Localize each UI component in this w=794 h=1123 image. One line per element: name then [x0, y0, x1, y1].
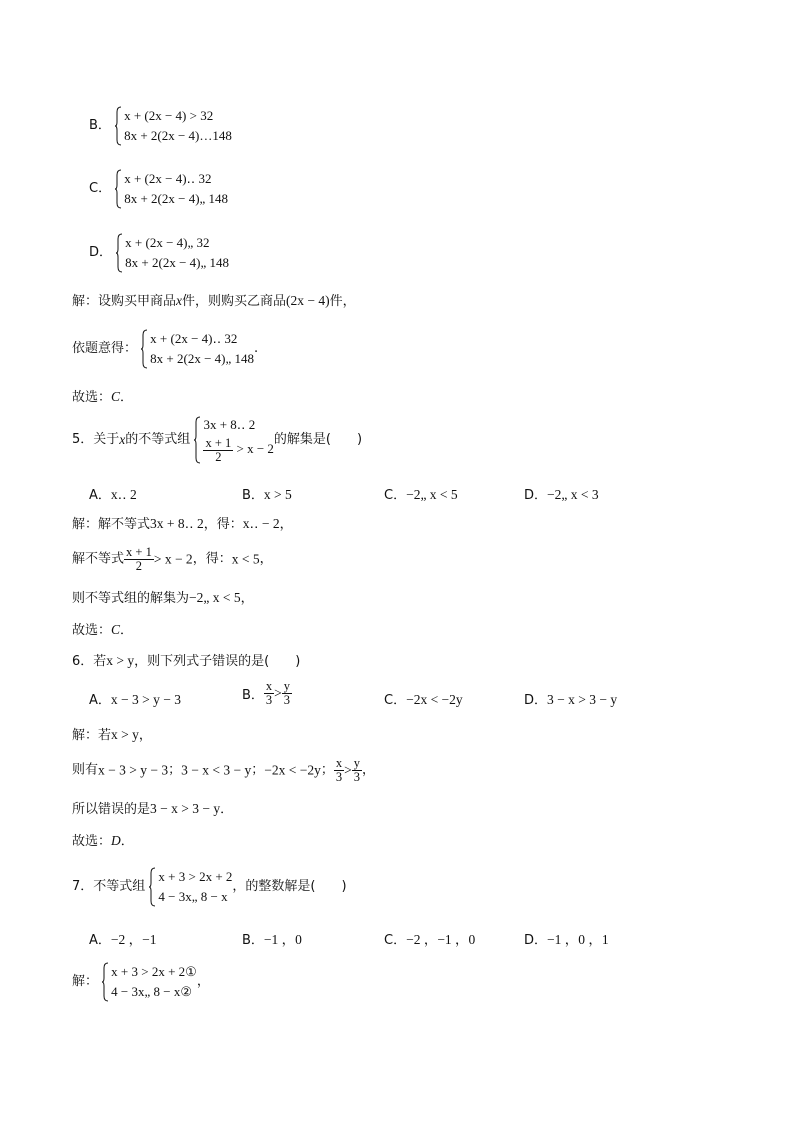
system-row: x + (2x − 4)„ 32	[125, 235, 210, 250]
q6-solution-line-2	[72, 757, 375, 784]
option-value: −1 ，0 ，1	[547, 932, 609, 947]
q7-option-b	[242, 928, 302, 948]
q4-answer	[72, 388, 133, 407]
text: 6．若	[72, 654, 107, 669]
text: ；	[251, 762, 265, 778]
option-label: D．	[524, 933, 548, 948]
option-value: −2„ x < 5	[406, 487, 458, 502]
option-value: −2x < −2y	[406, 692, 463, 707]
inequality-system	[102, 962, 197, 1002]
system-row: x + 3 > 2x + 2	[158, 869, 233, 884]
option-label: B．	[242, 688, 264, 703]
text: 所以错误的是	[72, 802, 151, 817]
text: ，	[196, 974, 210, 989]
inequality-system	[149, 867, 232, 907]
operator: >	[274, 685, 282, 701]
answer-choice: C	[111, 622, 121, 637]
q4-solution-line-2	[72, 329, 258, 369]
math: > x − 2	[153, 551, 193, 567]
q5-option-a	[89, 484, 137, 503]
option-value: x > 5	[263, 487, 292, 502]
q6-option-b	[242, 680, 292, 707]
text: ，则下列式子错误的是( )	[134, 654, 301, 669]
text: ，的整数解是( )	[232, 879, 347, 894]
option-label: C．	[89, 181, 112, 196]
fraction	[203, 437, 233, 464]
brace-icon	[194, 416, 201, 464]
text: 解：解不等式	[72, 517, 151, 532]
math: x < 5	[231, 551, 260, 567]
q5-solution-line-3	[72, 589, 254, 608]
brace-icon	[115, 169, 122, 209]
inequality-system	[115, 169, 228, 209]
system-row: x + 3 > 2x + 2①	[111, 964, 197, 979]
option-value: −2 ，−1	[110, 932, 157, 947]
brace-icon	[102, 962, 109, 1002]
system-row: x + (2x − 4) > 32	[124, 108, 214, 123]
text: 7．不等式组	[72, 879, 146, 894]
numerator: y	[283, 679, 291, 693]
text: ；	[168, 762, 182, 778]
answer-choice: C	[111, 389, 121, 404]
option-value: −2„ x < 3	[547, 487, 599, 502]
math: 3 − x < 3 − y	[181, 762, 252, 778]
text: .	[254, 341, 259, 356]
q6-option-a	[89, 689, 181, 708]
operator: >	[344, 762, 352, 778]
system-row: 4 − 3x„ 8 − x②	[111, 984, 192, 999]
fraction	[352, 757, 362, 784]
system-row: 8x + 2(2x − 4)…148	[124, 128, 232, 143]
brace-icon	[149, 867, 156, 907]
text: 解：若	[72, 728, 112, 743]
brace-icon	[141, 329, 148, 369]
q7-option-a	[89, 928, 157, 948]
system-row: 8x + 2(2x − 4)„ 148	[150, 351, 254, 366]
option-label: C．	[384, 488, 407, 503]
math: x	[119, 432, 126, 447]
q5-stem	[72, 416, 362, 464]
text: ，	[279, 517, 293, 532]
text: 解：	[72, 974, 99, 989]
brace-icon	[115, 106, 122, 146]
math: x	[176, 293, 183, 308]
math: > x − 2	[236, 441, 274, 456]
answer-choice: D	[111, 833, 121, 848]
math: x − 3 > y − 3	[98, 762, 169, 778]
q6-stem	[72, 652, 300, 671]
option-label: A．	[89, 488, 111, 503]
denominator: 2	[215, 449, 222, 464]
option-value: −2 ，−1 ，0	[406, 932, 476, 947]
q5-solution-line-1	[72, 515, 293, 534]
q6-answer	[72, 832, 134, 851]
inequality-system	[194, 416, 273, 464]
text: 依题意得：	[72, 341, 138, 356]
denominator: 3	[353, 770, 360, 784]
system-row: 8x + 2(2x − 4)„ 148	[125, 255, 229, 270]
text: ，得：	[203, 517, 243, 532]
option-label: A．	[89, 693, 111, 708]
q5-option-d	[524, 484, 599, 503]
text: 故选：	[72, 834, 112, 849]
math: 3x + 8‥ 2	[150, 516, 204, 531]
option-label: B．	[89, 118, 111, 133]
q6-option-c	[384, 689, 463, 708]
system-row: 3x + 8‥ 2	[203, 417, 256, 432]
inequality-system	[116, 233, 229, 273]
text: 件，则购买乙商品	[182, 294, 287, 309]
system-row: x + (2x − 4)‥ 32	[124, 171, 212, 186]
option-label: B．	[242, 933, 264, 948]
q7-option-c	[384, 928, 475, 948]
text: ，	[138, 728, 152, 743]
option-label: A．	[89, 933, 111, 948]
denominator: 3	[335, 770, 343, 784]
option-value: x‥ 2	[110, 487, 137, 502]
text: 则有	[72, 762, 99, 778]
q4-solution-line-1	[72, 292, 356, 311]
text: ，	[361, 762, 375, 778]
text: ，得：	[192, 551, 232, 567]
text: 件，	[329, 294, 356, 309]
math: 3 − x > 3 − y	[150, 801, 221, 816]
brace-icon	[116, 233, 123, 273]
math: −2x < −2y	[264, 762, 321, 778]
q5-option-c	[384, 484, 458, 503]
text: 解不等式	[72, 551, 125, 567]
text: ．	[120, 390, 134, 405]
text: 5．关于	[72, 432, 120, 447]
text: 则不等式组的解集为	[72, 591, 190, 606]
numerator: x + 1	[126, 545, 152, 559]
text: ．	[220, 802, 234, 817]
option-value: 3 − x > 3 − y	[547, 692, 618, 707]
q7-stem	[72, 867, 347, 907]
q6-solution-line-3	[72, 800, 233, 819]
q7-solution	[72, 962, 210, 1002]
q5-option-b	[242, 484, 292, 503]
fraction	[282, 680, 292, 707]
inequality-system	[115, 106, 232, 146]
option-value: x − 3 > y − 3	[110, 692, 181, 707]
text: ；	[320, 762, 334, 778]
q4-option-b	[89, 106, 232, 146]
system-row: 4 − 3x„ 8 − x	[158, 889, 228, 904]
q5-answer	[72, 621, 133, 640]
q4-option-d	[89, 233, 229, 273]
math: −2„ x < 5	[189, 590, 241, 605]
fraction	[124, 546, 154, 573]
q7-option-d	[524, 928, 609, 948]
system-row: 8x + 2(2x − 4)„ 148	[124, 191, 229, 206]
q5-solution-line-2	[72, 546, 273, 573]
text: 的不等式组	[125, 432, 191, 447]
system-row	[203, 434, 273, 464]
text: ．	[120, 623, 134, 638]
text: ，	[240, 591, 254, 606]
option-label: D．	[524, 488, 548, 503]
numerator: y	[353, 756, 360, 770]
option-label: D．	[89, 245, 113, 260]
text: 解：设购买甲商品	[72, 294, 177, 309]
text: 故选：	[72, 390, 112, 405]
text: 的解集是( )	[273, 432, 363, 447]
option-label: D．	[524, 693, 548, 708]
system-row: x + (2x − 4)‥ 32	[150, 331, 238, 346]
math: x‥ − 2	[242, 516, 280, 531]
text: ，	[259, 551, 273, 567]
math: x > y	[106, 653, 135, 668]
option-label: C．	[384, 933, 407, 948]
fraction	[264, 680, 274, 707]
inequality-system	[141, 329, 254, 369]
math: x > y	[111, 727, 139, 742]
text: 故选：	[72, 623, 112, 638]
text: ．	[120, 834, 134, 849]
denominator: 3	[283, 693, 291, 707]
option-value: −1 ，0	[263, 932, 302, 947]
denominator: 3	[265, 693, 273, 707]
q6-solution-line-1	[72, 726, 152, 745]
q4-option-c	[89, 169, 228, 209]
denominator: 2	[135, 559, 143, 573]
numerator: x	[265, 679, 273, 693]
q6-option-d	[524, 689, 617, 708]
fraction	[334, 757, 344, 784]
option-label: C．	[384, 693, 407, 708]
numerator: x + 1	[205, 435, 232, 450]
numerator: x	[335, 756, 343, 770]
math: (2x − 4)	[286, 293, 330, 308]
option-label: B．	[242, 488, 264, 503]
